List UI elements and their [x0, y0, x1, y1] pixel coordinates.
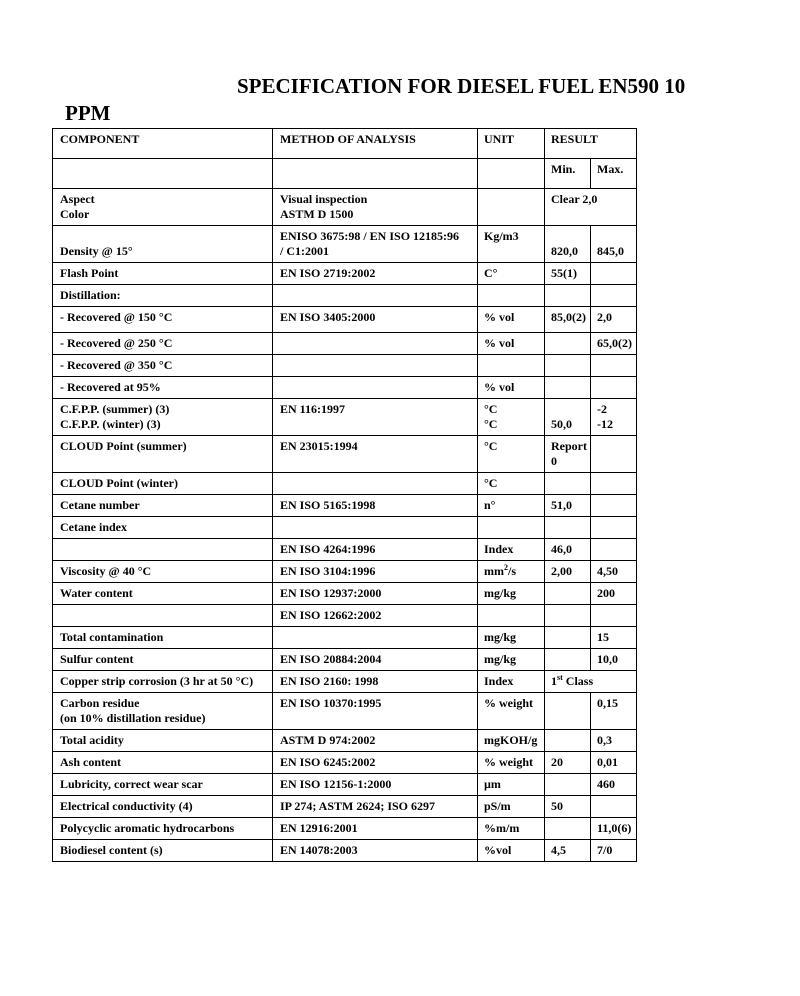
table-row	[53, 752, 637, 774]
min-value: 55(1)	[551, 266, 577, 280]
unit-text: %vol	[484, 843, 512, 857]
component-cell	[53, 355, 273, 377]
min-value: 4,5	[551, 843, 566, 857]
method-cell	[273, 517, 478, 539]
unit-text: % vol	[484, 380, 515, 394]
method-cell	[273, 693, 478, 730]
unit-text: Index	[484, 542, 514, 556]
min-value: 20	[551, 755, 563, 769]
component-name: CLOUD Point (winter)	[60, 476, 178, 490]
unit-cell	[478, 333, 545, 355]
unit-superscript: 2	[504, 563, 508, 572]
method-cell	[273, 189, 478, 226]
method-text: EN ISO 6245:2002	[280, 755, 376, 769]
unit-cell	[478, 796, 545, 818]
unit-cell	[478, 539, 545, 561]
component-cell	[53, 333, 273, 355]
unit-cell	[478, 189, 545, 226]
max-value-cell	[591, 263, 637, 285]
max-value-cell	[591, 752, 637, 774]
max-value: 200	[597, 586, 615, 600]
max-value: 2,0	[597, 310, 612, 324]
unit-text: °C	[484, 439, 498, 453]
min-value-cell	[545, 796, 591, 818]
max-value: 845,0	[597, 244, 624, 258]
max-value-cell	[591, 561, 637, 583]
max-value-cell	[591, 226, 637, 263]
unit-text: mg/kg	[484, 630, 517, 644]
unit-cell	[478, 605, 545, 627]
table-row	[53, 189, 637, 226]
max-value-cell	[591, 774, 637, 796]
unit-cell	[478, 649, 545, 671]
min-value: 51,0	[551, 498, 572, 512]
unit-suffix: /s	[508, 564, 517, 578]
unit-cell	[478, 285, 545, 307]
unit-text: % weight	[484, 696, 533, 710]
result-text	[551, 674, 634, 689]
table-row	[53, 774, 637, 796]
method-text: EN ISO 12662:2002	[280, 608, 382, 622]
method-cell	[273, 752, 478, 774]
min-value-cell	[545, 605, 591, 627]
max-value-cell	[591, 436, 637, 473]
min-value-cell	[545, 649, 591, 671]
unit-cell	[478, 399, 545, 436]
method-cell	[273, 671, 478, 693]
table-row	[53, 649, 637, 671]
min-value-cell	[545, 307, 591, 333]
max-value-cell	[591, 649, 637, 671]
min-value-cell	[545, 818, 591, 840]
table-row	[53, 399, 637, 436]
min-value-cell	[545, 399, 591, 436]
table-row	[53, 285, 637, 307]
min-value-cell	[545, 473, 591, 495]
component-name: - Recovered at 95%	[60, 380, 161, 394]
max-value-cell	[591, 355, 637, 377]
min-value-cell	[545, 774, 591, 796]
unit-cell	[478, 473, 545, 495]
min-value: 50	[551, 799, 563, 813]
min-value: Report	[551, 439, 587, 453]
component-name: Density @ 15°	[60, 244, 133, 258]
result-cell	[545, 671, 637, 693]
method-text: IP 274; ASTM 2624; ISO 6297	[280, 799, 436, 813]
method-cell	[273, 495, 478, 517]
method-cell	[273, 539, 478, 561]
method-text: EN ISO 3104:1996	[280, 564, 376, 578]
subheader-empty-cell	[53, 159, 273, 189]
unit-text: % vol	[484, 310, 515, 324]
max-value-cell	[591, 333, 637, 355]
min-value-cell	[545, 517, 591, 539]
method-cell	[273, 307, 478, 333]
table-row	[53, 517, 637, 539]
column-header-min: Min.	[545, 159, 591, 189]
max-value-cell	[591, 605, 637, 627]
max-value: -2	[597, 402, 607, 416]
min-value-cell	[545, 377, 591, 399]
unit-cell	[478, 355, 545, 377]
min-value: 0	[551, 454, 557, 468]
unit-cell	[478, 436, 545, 473]
method-text: EN ISO 2160: 1998	[280, 674, 379, 688]
unit-text: °C	[484, 402, 498, 416]
method-cell	[273, 605, 478, 627]
component-name: (on 10% distillation residue)	[60, 711, 206, 725]
unit-text: µm	[484, 777, 501, 791]
component-cell	[53, 583, 273, 605]
component-cell	[53, 774, 273, 796]
unit-cell	[478, 818, 545, 840]
unit-text: %m/m	[484, 821, 520, 835]
method-text: ENISO 3675:98 / EN ISO 12185:96	[280, 229, 460, 243]
table-subheader-row	[53, 159, 637, 189]
unit-cell	[478, 377, 545, 399]
method-cell	[273, 377, 478, 399]
method-cell	[273, 333, 478, 355]
component-name: Carbon residue	[60, 696, 140, 710]
max-value: 11,0(6)	[597, 821, 632, 835]
unit-cell	[478, 583, 545, 605]
component-cell	[53, 627, 273, 649]
max-value-cell	[591, 517, 637, 539]
table-row	[53, 671, 637, 693]
unit-text: pS/m	[484, 799, 511, 813]
method-text: EN 116:1997	[280, 402, 346, 416]
table-row	[53, 605, 637, 627]
min-value-cell	[545, 495, 591, 517]
table-row	[53, 583, 637, 605]
min-value-cell	[545, 693, 591, 730]
max-value: 460	[597, 777, 615, 791]
component-name: - Recovered @ 250 °C	[60, 336, 173, 350]
component-cell	[53, 189, 273, 226]
table-row	[53, 693, 637, 730]
method-text: EN 12916:2001	[280, 821, 358, 835]
unit-text: mg/kg	[484, 652, 517, 666]
unit-cell	[478, 307, 545, 333]
result-suffix: Class	[562, 674, 594, 688]
method-text: EN ISO 10370:1995	[280, 696, 382, 710]
component-cell	[53, 473, 273, 495]
component-cell	[53, 605, 273, 627]
unit-text: Kg/m3	[484, 229, 519, 243]
method-text: EN 23015:1994	[280, 439, 358, 453]
table-row	[53, 495, 637, 517]
component-cell	[53, 377, 273, 399]
max-value: 0,15	[597, 696, 618, 710]
max-value: 7/0	[597, 843, 613, 857]
method-text: / C1:2001	[280, 244, 329, 258]
component-cell	[53, 561, 273, 583]
table-header-row	[53, 129, 637, 159]
component-name: Distillation:	[60, 288, 121, 302]
max-value-cell	[591, 730, 637, 752]
method-cell	[273, 840, 478, 862]
component-cell	[53, 796, 273, 818]
min-value: 85,0(2)	[551, 310, 586, 324]
max-value-cell	[591, 377, 637, 399]
max-value: 15	[597, 630, 609, 644]
min-value-cell	[545, 333, 591, 355]
method-cell	[273, 473, 478, 495]
method-cell	[273, 399, 478, 436]
unit-text	[484, 564, 540, 579]
table-row	[53, 840, 637, 862]
component-name: - Recovered @ 350 °C	[60, 358, 173, 372]
unit-text: mg/kg	[484, 586, 517, 600]
component-cell	[53, 693, 273, 730]
method-text: ASTM D 974:2002	[280, 733, 376, 747]
method-text: EN ISO 3405:2000	[280, 310, 376, 324]
method-cell	[273, 263, 478, 285]
max-value-cell	[591, 399, 637, 436]
min-value: 50,0	[551, 417, 572, 431]
column-header-max: Max.	[591, 159, 637, 189]
component-cell	[53, 671, 273, 693]
component-cell	[53, 285, 273, 307]
min-value-cell	[545, 539, 591, 561]
table-row	[53, 796, 637, 818]
component-cell	[53, 649, 273, 671]
specification-table-body	[53, 129, 637, 862]
method-text: EN ISO 20884:2004	[280, 652, 382, 666]
table-row	[53, 730, 637, 752]
document-title: SPECIFICATION FOR DIESEL FUEL EN590 10	[237, 74, 686, 98]
table-row	[53, 377, 637, 399]
component-cell	[53, 840, 273, 862]
min-value-cell	[545, 583, 591, 605]
min-value: 46,0	[551, 542, 572, 556]
unit-text: n°	[484, 498, 496, 512]
table-row	[53, 539, 637, 561]
component-cell	[53, 263, 273, 285]
component-name: Cetane number	[60, 498, 140, 512]
min-value-cell	[545, 840, 591, 862]
max-value-cell	[591, 840, 637, 862]
unit-cell	[478, 840, 545, 862]
unit-cell	[478, 774, 545, 796]
min-value-cell	[545, 730, 591, 752]
component-name: - Recovered @ 150 °C	[60, 310, 173, 324]
unit-text: % weight	[484, 755, 533, 769]
method-cell	[273, 436, 478, 473]
document-subtitle: PPM	[65, 101, 111, 125]
max-value-cell	[591, 796, 637, 818]
component-name: Electrical conductivity (4)	[60, 799, 193, 813]
component-name: Flash Point	[60, 266, 119, 280]
unit-text: % vol	[484, 336, 515, 350]
unit-cell	[478, 752, 545, 774]
method-text: EN ISO 2719:2002	[280, 266, 376, 280]
component-cell	[53, 307, 273, 333]
column-header-result: RESULT	[545, 129, 637, 159]
component-name: CLOUD Point (summer)	[60, 439, 187, 453]
method-text: EN ISO 12156-1:2000	[280, 777, 392, 791]
table-row	[53, 355, 637, 377]
unit-cell	[478, 730, 545, 752]
max-value-cell	[591, 495, 637, 517]
component-cell	[53, 818, 273, 840]
unit-cell	[478, 671, 545, 693]
subheader-empty-cell	[478, 159, 545, 189]
table-row	[53, 263, 637, 285]
subheader-empty-cell	[273, 159, 478, 189]
table-row	[53, 818, 637, 840]
component-cell	[53, 436, 273, 473]
max-value: 10,0	[597, 652, 618, 666]
component-name: Lubricity, correct wear scar	[60, 777, 203, 791]
table-row	[53, 473, 637, 495]
table-row	[53, 307, 637, 333]
unit-cell	[478, 226, 545, 263]
component-cell	[53, 730, 273, 752]
component-cell	[53, 495, 273, 517]
method-text: EN ISO 12937:2000	[280, 586, 382, 600]
method-cell	[273, 774, 478, 796]
result-superscript: st	[557, 673, 563, 682]
unit-cell	[478, 263, 545, 285]
min-value-cell	[545, 436, 591, 473]
min-value-cell	[545, 285, 591, 307]
table-row	[53, 436, 637, 473]
min-value-cell	[545, 752, 591, 774]
unit-text: Index	[484, 674, 514, 688]
max-value: 65,0(2)	[597, 336, 632, 350]
component-name: C.F.P.P. (winter) (3)	[60, 417, 161, 431]
result-cell	[545, 189, 637, 226]
component-name: Viscosity @ 40 °C	[60, 564, 152, 578]
max-value-cell	[591, 307, 637, 333]
component-name: Sulfur content	[60, 652, 134, 666]
unit-cell	[478, 495, 545, 517]
column-header-unit: UNIT	[478, 129, 545, 159]
min-value-cell	[545, 355, 591, 377]
column-header-method: METHOD OF ANALYSIS	[273, 129, 478, 159]
component-name: Ash content	[60, 755, 122, 769]
unit-base: mm	[484, 564, 504, 578]
method-text: EN 14078:2003	[280, 843, 358, 857]
component-name: Polycyclic aromatic hydrocarbons	[60, 821, 235, 835]
component-cell	[53, 517, 273, 539]
specification-table	[52, 128, 637, 862]
method-cell	[273, 226, 478, 263]
min-value: 2,00	[551, 564, 572, 578]
method-cell	[273, 285, 478, 307]
component-name: Copper strip corrosion (3 hr at 50 °C)	[60, 674, 254, 688]
unit-cell	[478, 517, 545, 539]
method-cell	[273, 627, 478, 649]
component-cell	[53, 226, 273, 263]
table-row	[53, 561, 637, 583]
min-value-cell	[545, 627, 591, 649]
max-value-cell	[591, 583, 637, 605]
max-value-cell	[591, 473, 637, 495]
unit-text: °C	[484, 417, 498, 431]
component-cell	[53, 539, 273, 561]
unit-text: C°	[484, 266, 498, 280]
component-name: Biodiesel content (s)	[60, 843, 163, 857]
table-row	[53, 627, 637, 649]
table-row	[53, 226, 637, 263]
method-text: ASTM D 1500	[280, 207, 354, 221]
result-text: Clear 2,0	[551, 192, 598, 206]
unit-text: °C	[484, 476, 498, 490]
min-value-cell	[545, 561, 591, 583]
unit-text: mgKOH/g	[484, 733, 538, 747]
max-value: 0,3	[597, 733, 612, 747]
column-header-component: COMPONENT	[53, 129, 273, 159]
max-value-cell	[591, 693, 637, 730]
min-value-cell	[545, 263, 591, 285]
method-cell	[273, 818, 478, 840]
component-name: Cetane index	[60, 520, 127, 534]
component-name: C.F.P.P. (summer) (3)	[60, 402, 170, 416]
method-cell	[273, 561, 478, 583]
method-text: EN ISO 4264:1996	[280, 542, 376, 556]
method-cell	[273, 583, 478, 605]
method-text: Visual inspection	[280, 192, 368, 206]
component-name: Aspect	[60, 192, 95, 206]
method-cell	[273, 355, 478, 377]
table-row	[53, 333, 637, 355]
max-value-cell	[591, 539, 637, 561]
method-cell	[273, 730, 478, 752]
unit-cell	[478, 627, 545, 649]
max-value-cell	[591, 627, 637, 649]
component-name: Water content	[60, 586, 133, 600]
min-value-cell	[545, 226, 591, 263]
component-cell	[53, 752, 273, 774]
method-text: EN ISO 5165:1998	[280, 498, 376, 512]
min-value: 820,0	[551, 244, 578, 258]
max-value: 4,50	[597, 564, 618, 578]
max-value: -12	[597, 417, 613, 431]
max-value-cell	[591, 285, 637, 307]
component-name: Color	[60, 207, 90, 221]
max-value-cell	[591, 818, 637, 840]
method-cell	[273, 649, 478, 671]
component-name: Total contamination	[60, 630, 164, 644]
unit-cell	[478, 693, 545, 730]
unit-cell	[478, 561, 545, 583]
component-name: Total acidity	[60, 733, 124, 747]
method-cell	[273, 796, 478, 818]
max-value: 0,01	[597, 755, 618, 769]
component-cell	[53, 399, 273, 436]
result-base: 1	[551, 674, 557, 688]
